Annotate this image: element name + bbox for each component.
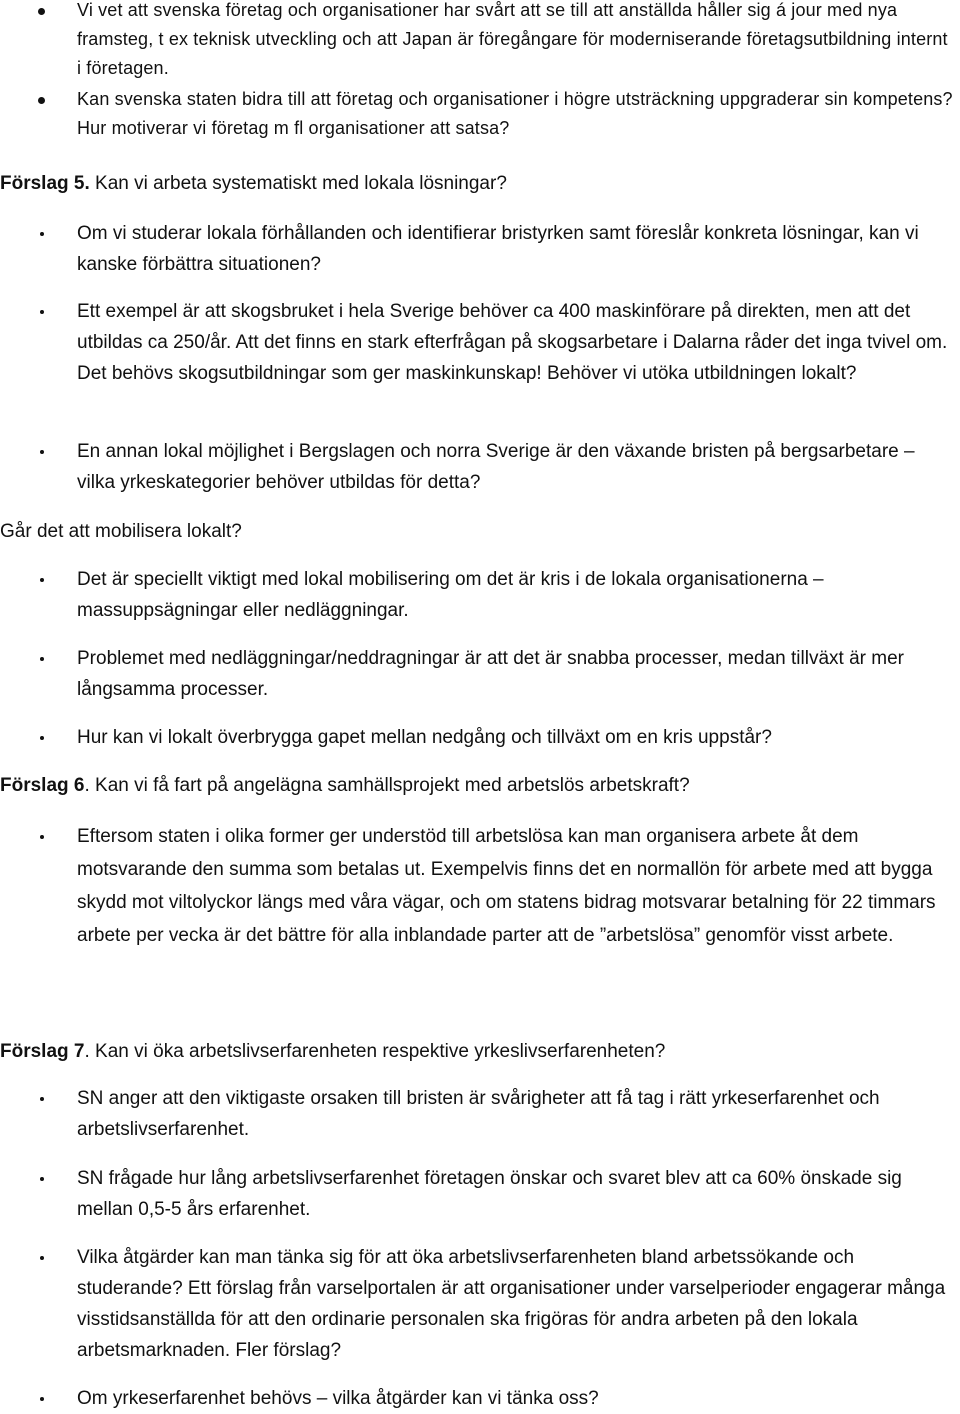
section-heading-forslag-5 xyxy=(0,168,507,199)
list-item xyxy=(0,820,960,990)
list-item xyxy=(0,1242,960,1366)
list-item xyxy=(0,643,960,705)
paragraph-text: SN anger att den viktigaste orsaken till bristen är svårigheter att få tag i rätt yrkeserfarenhet och arbetslivserfarenhet. xyxy=(77,1088,880,1140)
paragraph-text: Hur kan vi lokalt överbrygga gapet mellan nedgång och tillväxt om en kris uppstår? xyxy=(77,727,772,748)
list-item xyxy=(0,85,960,145)
list-item xyxy=(0,1383,960,1414)
paragraph-text: Problemet med nedläggningar/neddragningar är att det är snabba processer, medan tillväxt är mer långsamma processer. xyxy=(77,648,904,700)
list-item xyxy=(0,296,960,420)
paragraph-text: Eftersom staten i olika former ger understöd till arbetslösa kan man organisera arbete åt dem motsvarande den summa som betalas ut. Exempelvis finns det en normallön för arbete med att bygga skydd mot viltolyckor längs med våra vägar, och om statens bidrag motsvarar betalning för 22 timmars arbete per vecka är det bättre för alla inblandade parter att de ”arbetslösa” genomför visst arbete. xyxy=(77,826,936,946)
paragraph-text: Vi vet att svenska företag och organisationer har svårt att se till att anställda håller sig á jour med nya framsteg, t ex teknisk utveckling och att Japan är föregångare för moderniserande företagsutbildning internt i företagen. xyxy=(77,0,948,78)
section-heading-forslag-7 xyxy=(0,1036,665,1067)
paragraph-text: Om yrkeserfarenhet behövs – vilka åtgärder kan vi tänka oss? xyxy=(77,1388,599,1409)
list-item xyxy=(0,564,960,626)
heading-label: Förslag 6 xyxy=(0,775,85,796)
heading-label: Förslag 5. xyxy=(0,173,90,194)
paragraph-text: SN frågade hur lång arbetslivserfarenhet företagen önskar och svaret blev att ca 60% önskade sig mellan 0,5-5 års erfarenhet. xyxy=(77,1168,902,1220)
list-item xyxy=(0,1083,960,1145)
heading-title: . Kan vi öka arbetslivserfarenheten respektive yrkeslivserfarenheten? xyxy=(84,1041,666,1062)
paragraph-text: Om vi studerar lokala förhållanden och identifierar bristyrken samt föreslår konkreta lösningar, kan vi kanske förbättra situationen? xyxy=(77,223,919,275)
list-item xyxy=(0,722,960,753)
heading-label: Förslag 7 xyxy=(0,1041,85,1062)
list-item xyxy=(0,1163,960,1225)
list-item xyxy=(0,0,960,86)
heading-title: Kan vi arbeta systematiskt med lokala lösningar? xyxy=(89,173,507,194)
list-item xyxy=(0,218,960,280)
list-item xyxy=(0,436,960,498)
section-heading-forslag-6 xyxy=(0,770,690,801)
heading-title: . Kan vi få fart på angelägna samhällsprojekt med arbetslös arbetskraft? xyxy=(84,775,690,796)
paragraph-text: En annan lokal möjlighet i Bergslagen och norra Sverige är den växande bristen på bergsarbetare – vilka yrkeskategorier behöver utbildas för detta? xyxy=(77,441,915,493)
paragraph-text: Ett exempel är att skogsbruket i hela Sverige behöver ca 400 maskinförare på direkten, men att det utbildas ca 250/år. Att det finns en stark efterfrågan på skogsarbetare i Dalarna råder det inga tvivel om. Det behövs skogsutbildningar som ger maskinkunskap! Behöver vi utöka utbildningen lokalt? xyxy=(77,301,948,384)
paragraph-text: Kan svenska staten bidra till att företag och organisationer i högre utsträckning uppgraderar sin kompetens? Hur motiverar vi företag m fl organisationer att satsa? xyxy=(77,89,953,138)
paragraph-text: Vilka åtgärder kan man tänka sig för att öka arbetslivserfarenheten bland arbetssökande och studerande? Ett förslag från varselportalen är att organisationer under varselperioder engagerar många visstidsanställda för att den ordinarie personalen ska frigöras för andra arbeten på den lokala arbetsmarknaden. Fler förslag? xyxy=(77,1247,946,1361)
section-heading-mobilisera: Går det att mobilisera lokalt? xyxy=(0,521,242,542)
paragraph-text: Det är speciellt viktigt med lokal mobilisering om det är kris i de lokala organisationerna – massuppsägningar eller nedläggningar. xyxy=(77,569,824,621)
